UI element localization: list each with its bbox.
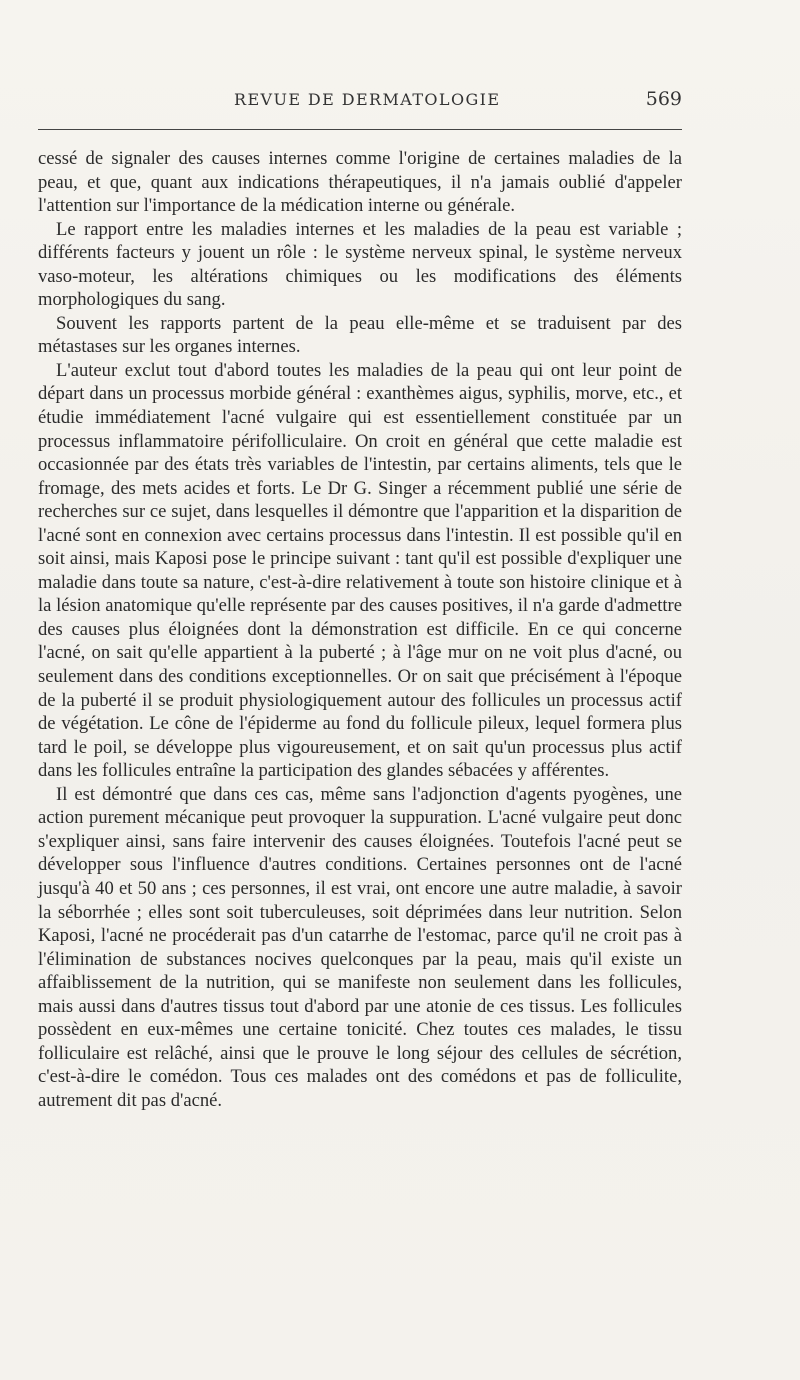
body-text: [38, 147, 682, 1112]
page-header: [38, 88, 682, 118]
paragraph: Il est démontré que dans ces cas, même sans l'adjonction d'agents pyogènes, une action purement mécanique peut provoquer la suppuration. L'acné vulgaire peut donc s'expliquer ainsi, sans faire intervenir des causes éloignées. Toutefois l'acné peut se développer sous l'influence d'autres conditions. Certaines personnes ont de l'acné jusqu'à 40 et 50 ans ; ces personnes, il est vrai, ont encore une autre maladie, à savoir la séborrhée ; elles sont soit tuberculeuses, soit déprimées dans leur nutrition. Selon Kaposi, l'acné ne procéderait pas d'un catarrhe de l'estomac, parce qu'il ne croit pas à l'élimination de substances nocives quelconques par la peau, mais qu'il existe un affaiblissement de la nutrition, qui se manifeste non seulement dans les follicules, mais aussi dans d'autres tissus tout d'abord par une atonie de ces tissus. Les follicules possèdent en eux-mêmes une certaine tonicité. Chez toutes ces malades, le tissu folliculaire est relâché, ainsi que le prouve le long séjour des cellules de sécrétion, c'est-à-dire le comédon. Tous ces malades ont des comédons et pas de folliculite, autrement dit pas d'acné.: [38, 783, 682, 1111]
paragraph: L'auteur exclut tout d'abord toutes les maladies de la peau qui ont leur point de départ dans un processus morbide général : exanthèmes aigus, syphilis, morve, etc., et étudie immédiatement l'acné vulgaire qui est essentiellement constituée par un processus inflammatoire périfolliculaire. On croit en général que cette maladie est occasionnée par des états très variables de l'intestin, par certains aliments, tels que le fromage, des mets acides et forts. Le Dr G. Singer a récemment publié une série de recherches sur ce sujet, dans lesquelles il démontre que l'apparition et la disparition de l'acné sont en connexion avec certains processus dans l'intestin. Il est possible qu'il en soit ainsi, mais Kaposi pose le principe suivant : tant qu'il est possible d'expliquer une maladie dans toute sa nature, c'est-à-dire relativement à toute son histoire clinique et à la lésion anatomique qu'elle représente par des causes positives, il n'a garde d'admettre des causes plus éloignées dont la démonstration est difficile. En ce qui concerne l'acné, on sait qu'elle appartient à la puberté ; à l'âge mur on ne voit plus d'acné, ou seulement dans des conditions exceptionnelles. Or on sait que précisément à l'époque de la puberté il se produit physiologiquement autour des follicules un processus actif de végétation. Le cône de l'épiderme au fond du follicule pileux, lequel formera plus tard le poil, se développe plus vigoureusement, et on sait qu'un processus plus actif dans les follicules entraîne la participation des glandes sébacées y afférentes.: [38, 359, 682, 782]
page-number: 569: [645, 88, 682, 110]
paragraph-continuation: cessé de signaler des causes internes comme l'origine de certaines maladies de la peau, et que, quant aux indications thérapeutiques, il n'a jamais oublié d'appeler l'attention sur l'importance de la médication interne ou générale.: [38, 148, 682, 217]
paragraph: Souvent les rapports partent de la peau elle-même et se traduisent par des métastases sur les organes internes.: [38, 312, 682, 358]
running-title: REVUE DE DERMATOLOGIE: [234, 90, 501, 109]
header-rule: [38, 129, 682, 130]
paragraph: Le rapport entre les maladies internes et les maladies de la peau est variable ; différents facteurs y jouent un rôle : le système nerveux spinal, le système nerveux vaso-moteur, les altérations chimiques ou les modifications des éléments morphologiques du sang.: [38, 218, 682, 311]
